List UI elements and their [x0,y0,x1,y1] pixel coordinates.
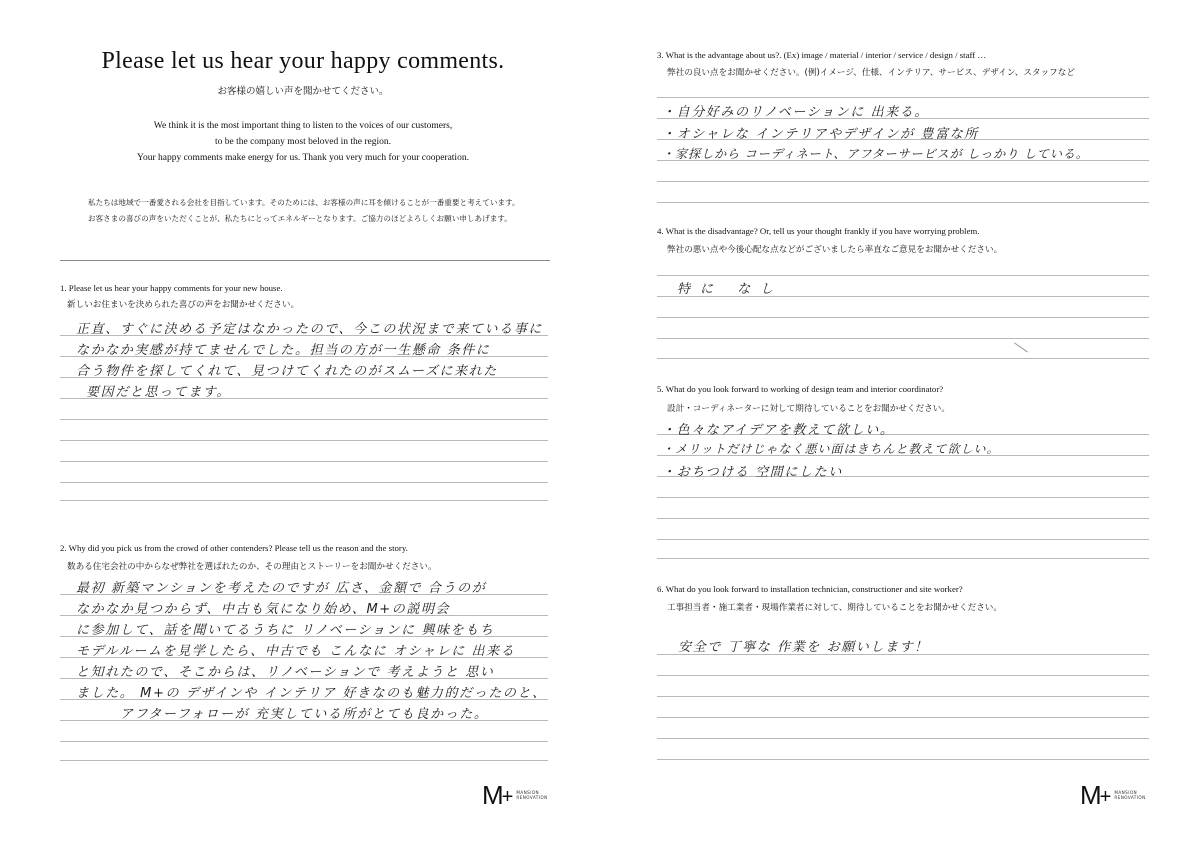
logo-brand-text [1114,790,1145,800]
question-1-answer-line: なかなか実感が持てませんでした。担当の方が一生懸命 条件に [76,343,491,358]
question-1-answer-line: 要因だと思ってます。 [86,385,231,400]
intro-english [60,118,546,166]
logo-brand-line: RENOVATION [1114,795,1146,800]
question-3-english: 3. What is the advantage about us?. (Ex) image / material / interior / service / design / staff … [657,50,987,60]
question-2-answer-line: アフターフォローが 充実している所がとても良かった。 [120,707,489,722]
page-subtitle: お客様の嬉しい声を聞かせてください。 [217,86,389,97]
question-2-answer-line: に参加して、話を聞いてるうちに リノベーションに 興味をもち [76,623,495,638]
question-5-answer-line: ・おちつける 空間にしたい [662,465,843,480]
pen-stroke [1014,343,1028,353]
logo-brand-text [516,790,547,800]
intro-english-line: We think it is the most important thing to listen to the voices of our customers, [153,121,453,131]
question-4-english: 4. What is the disadvantage? Or, tell us your thought frankly if you have worrying problem. [657,226,980,236]
intro-japanese-line: 私たちは地域で一番愛される会社を目指しています。そのためには、お客様の声に耳を傾けることが一番重要と考えています。 [88,198,520,207]
question-3-japanese: 弊社の良い点をお聞かせください。(例)イメージ、仕様、インテリア、サービス、デザイン、スタッフなど [667,68,1075,78]
question-2-japanese: 数ある住宅会社の中からなぜ弊社を選ばれたのか、その理由とストーリーをお聞かせください。 [67,562,437,572]
question-4-japanese: 弊社の悪い点や今後心配な点などがございましたら率直なご意見をお聞かせください。 [667,245,1003,255]
logo-brand-line: MANSION [516,790,540,795]
question-3-answer-line: ・自分好みのリノベーションに 出来る。 [662,105,929,120]
question-1-english: 1. Please let us hear your happy comments for your new house. [60,283,283,293]
intro-japanese-line: お客さまの喜びの声をいただくことが、私たちにとってエネルギーとなります。ご協力のほどよろしくお願い申しあげます。 [88,214,512,223]
question-6-japanese: 工事担当者・施工業者・現場作業者に対して、期待していることをお聞かせください。 [667,603,1002,613]
question-6-english: 6. What do you look forward to installation technician, constructioner and site worker? [657,584,963,594]
logo-brand-line: MANSION [1114,790,1138,795]
question-3-answer-line: ・家探しから コーディネート、アフターサービスが しっかり している。 [662,147,1089,161]
logo-mark: M [1080,780,1102,810]
brand-logo [482,782,548,809]
question-1-answer-line: 正直、すぐに決める予定はなかったので、今この状況まで来ている事に [76,322,543,337]
header-divider [60,260,550,261]
intro-japanese [88,195,568,227]
logo-plus: + [501,786,514,808]
logo-plus: + [1099,786,1112,808]
question-1-japanese: 新しいお住まいを決められた喜びの声をお聞かせください。 [67,300,300,310]
question-2-answer-line: と知れたので、そこからは、リノベーションで 考えようと 思い [76,665,495,680]
logo-brand-line: RENOVATION [516,795,548,800]
question-4-answer-line: 特に なし [677,282,784,297]
question-5-answer-line: ・メリットだけじゃなく悪い面はきちんと教えて欲しい。 [662,442,1000,456]
question-6-answer-line: 安全で 丁寧な 作業を お願いします！ [678,640,929,655]
intro-english-line: to be the company most beloved in the region. [215,137,391,147]
question-2-english: 2. Why did you pick us from the crowd of other contenders? Please tell us the reason and the story. [60,543,408,553]
question-2-answer-line: 最初 新築マンションを考えたのですが 広さ、金額で 合うのが [76,581,487,596]
question-5-english: 5. What do you look forward to working of design team and interior coordinator? [657,384,944,394]
page-title: Please let us hear your happy comments. [101,48,505,74]
question-5-japanese: 設計・コーディネーターに対して期待していることをお聞かせください。 [667,404,950,414]
right-page [600,0,1200,848]
question-2-answer-line: ました。 M+の デザインや インテリア 好きなのも魅力的だったのと、 [76,686,547,701]
intro-english-line: Your happy comments make energy for us. Thank you very much for your cooperation. [137,153,469,163]
logo-mark: M [482,780,504,810]
question-2-answer-line: モデルルームを見学したら、中古でも こんなに オシャレに 出来る [76,644,516,659]
question-3-answer-line: ・オシャレな インテリアやデザインが 豊富な所 [662,127,979,142]
question-1-answer-line: 合う物件を探してくれて、見つけてくれたのがスムーズに来れた [76,364,498,379]
question-5-answer-line: ・色々なアイデアを教えて欲しい。 [662,423,895,438]
question-2-answer-line: なかなか見つからず、中古も気になり始め、M+の説明会 [76,602,451,617]
brand-logo [1080,782,1146,809]
